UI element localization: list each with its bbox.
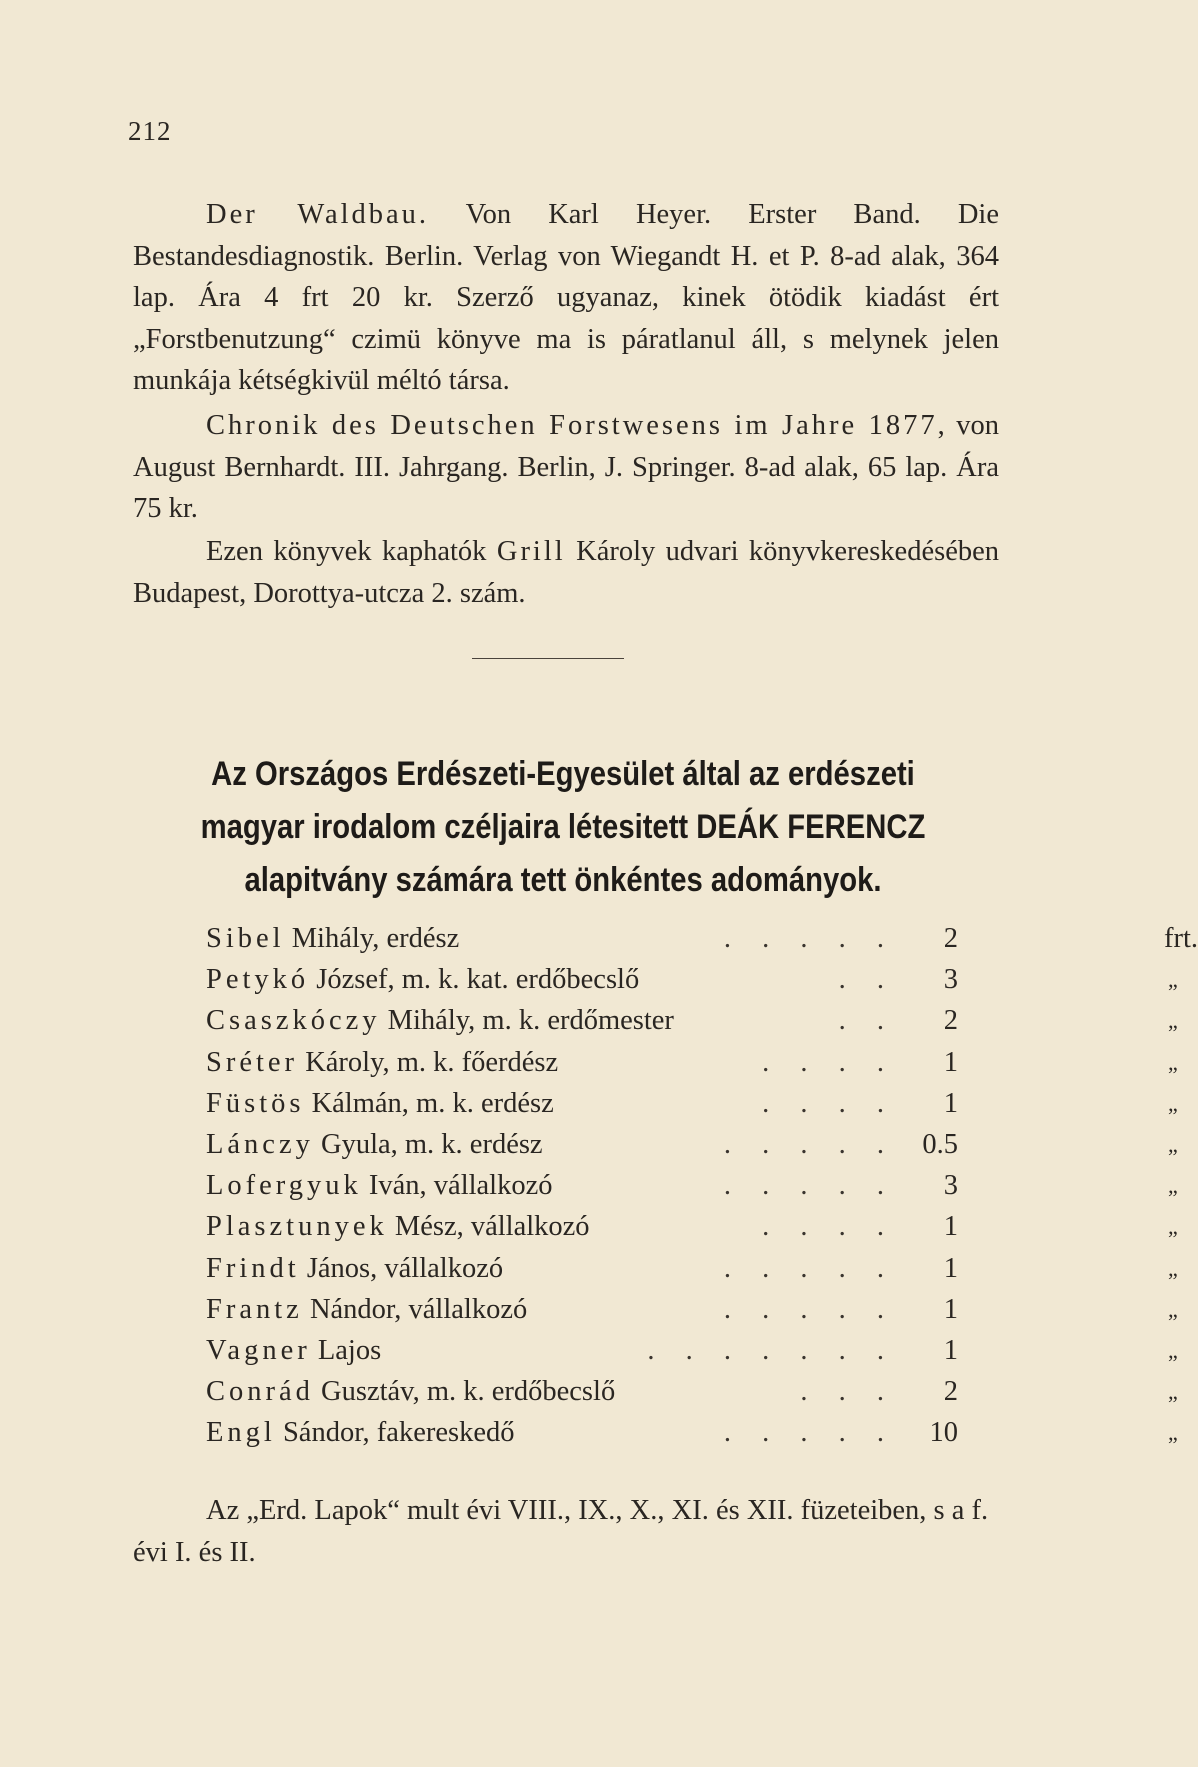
donation-row [206, 1371, 1178, 1412]
leader-dots: . . . [800, 1376, 896, 1408]
currency-unit: „ [1168, 967, 1178, 993]
leader-dots: . . . . . [723, 1417, 896, 1449]
review-paragraph-chronik [133, 405, 999, 530]
leader-dots: . . . . [762, 1211, 896, 1243]
donation-row [206, 1124, 1178, 1165]
donor-surname: Vagner [206, 1334, 311, 1366]
donor-name [206, 1289, 527, 1330]
book-title: Der Waldbau. [206, 199, 430, 230]
leader-dots: . . . . . [723, 1170, 896, 1202]
donation-row [206, 1083, 1178, 1124]
donor-details: József, m. k. kat. erdőbecslő [309, 964, 640, 996]
review-text: Von Karl Heyer. Erster Band. Die Bestandesdiagnostik. Berlin. Verlag von Wiegandt H. et P. 8-ad alak, 364 lap. Ára 4 frt 20 kr. Szerző ugyanaz, kinek ötödik kiadást ért „Forstbenutzung“ czimü könyve ma is páratlanul áll, s melynek jelen munkája kétségkivül méltó társa. [133, 199, 999, 396]
currency-unit: „ [1168, 1008, 1178, 1034]
donation-row [206, 918, 1198, 959]
donor-name [206, 1042, 558, 1083]
currency-unit: „ [1168, 1379, 1178, 1405]
currency-unit: „ [1168, 1337, 1178, 1363]
donations-heading [180, 748, 945, 907]
heading-line: magyar irodalom czéljaira létesitett DEÁK FERENCZ [200, 808, 926, 846]
book-title: Chronik des Deutschen Forstwesens im Jahre 1877, [206, 410, 948, 441]
donation-row [206, 1248, 1178, 1289]
availability-text: Ezen könyvek kaphatók [206, 536, 497, 567]
donor-name [206, 1330, 381, 1371]
donation-amount: 2 [943, 1376, 958, 1408]
bookseller-name: Grill [496, 536, 566, 567]
donation-amount: 1 [943, 1046, 958, 1078]
currency-unit: „ [1168, 1049, 1178, 1075]
donor-name [206, 1000, 674, 1041]
currency-unit: frt. [1164, 923, 1198, 954]
leader-dots: . . . . . [723, 1128, 896, 1160]
currency-unit: „ [1168, 1296, 1178, 1322]
donor-details: Lajos [310, 1334, 382, 1366]
donor-details: Gyula, m. k. erdész [313, 1128, 543, 1160]
donor-surname: Conrád [206, 1376, 314, 1408]
donor-name [206, 1124, 543, 1165]
currency-unit: „ [1168, 1214, 1178, 1240]
donation-row [206, 1206, 1178, 1247]
donor-name [206, 959, 639, 1000]
donor-details: Mész, vállalkozó [387, 1211, 590, 1243]
donation-amount: 10 [929, 1417, 958, 1449]
donation-amount: 1 [943, 1334, 958, 1366]
heading-line: alapitvány számára tett önkéntes adományok. [244, 861, 882, 899]
donor-surname: Petykó [206, 964, 310, 996]
donor-surname: Plasztunyek [206, 1211, 388, 1243]
donor-surname: Sibel [206, 923, 285, 954]
donor-surname: Frantz [206, 1293, 303, 1325]
leader-dots: . . . . . [723, 1252, 896, 1284]
donor-name [206, 1206, 590, 1247]
heading-line: Az Országos Erdészeti-Egyesület által az erdészeti [211, 755, 915, 793]
donor-details: Iván, vállalkozó [361, 1170, 553, 1202]
currency-unit: „ [1168, 1255, 1178, 1281]
donation-amount: 1 [943, 1252, 958, 1284]
donation-list [206, 918, 1198, 1453]
currency-unit: „ [1168, 1090, 1178, 1116]
donation-row [206, 1412, 1178, 1453]
donor-details: János, vállalkozó [299, 1252, 504, 1284]
donation-amount: 2 [943, 923, 958, 954]
donation-amount: 0.5 [922, 1128, 958, 1160]
donation-amount: 1 [943, 1211, 958, 1243]
availability-text: Károly udvari könyvkereskedésében Budapest, Dorottya-utcza 2. szám. [133, 536, 999, 609]
leader-dots: . . . . . [723, 923, 896, 954]
donation-row [206, 959, 1178, 1000]
donor-details: Gusztáv, m. k. erdőbecslő [313, 1376, 616, 1408]
leader-dots: . . . . [762, 1087, 896, 1119]
donation-amount: 1 [943, 1293, 958, 1325]
donor-name [206, 1248, 503, 1289]
donor-surname: Füstös [206, 1087, 305, 1119]
leader-dots: . . . . [762, 1046, 896, 1078]
page-number: 212 [128, 116, 172, 146]
donation-amount: 2 [943, 1005, 958, 1037]
currency-unit: „ [1168, 1131, 1178, 1157]
donor-surname: Lánczy [206, 1128, 314, 1160]
donation-amount: 3 [943, 964, 958, 996]
donation-amount: 1 [943, 1087, 958, 1119]
donation-row [206, 1000, 1178, 1041]
leader-dots: . . . . . . . [647, 1334, 896, 1366]
donation-row [206, 1289, 1178, 1330]
review-text: von August Bernhardt. III. Jahrgang. Berlin, J. Springer. 8-ad alak, 65 lap. Ára 75 kr. [133, 410, 999, 524]
leader-dots: . . [838, 1005, 896, 1037]
donor-surname: Lofergyuk [206, 1170, 362, 1202]
donor-surname: Csaszkóczy [206, 1005, 381, 1037]
donation-row [206, 1165, 1178, 1206]
donation-row [206, 1330, 1178, 1371]
donor-details: Nándor, vállalkozó [302, 1293, 528, 1325]
currency-unit: „ [1168, 1173, 1178, 1199]
donation-amount: 3 [943, 1170, 958, 1202]
section-divider [472, 658, 624, 659]
donor-name [206, 1412, 514, 1453]
donor-surname: Frindt [206, 1252, 300, 1284]
donor-surname: Sréter [206, 1046, 299, 1078]
donation-row [206, 1042, 1178, 1083]
donor-details: Károly, m. k. főerdész [298, 1046, 559, 1078]
availability-paragraph [133, 531, 999, 614]
footer-note: Az „Erd. Lapok“ mult évi VIII., IX., X., XI. és XII. füzeteiben, s a f. évi I. és II. [133, 1495, 989, 1568]
donor-name [206, 1083, 554, 1124]
donor-surname: Engl [206, 1417, 276, 1449]
leader-dots: . . . . . [723, 1293, 896, 1325]
donor-name [206, 1165, 553, 1206]
donor-details: Mihály, erdész [284, 923, 460, 954]
donor-details: Kálmán, m. k. erdész [304, 1087, 554, 1119]
donor-name [206, 918, 459, 959]
currency-unit: „ [1168, 1420, 1178, 1446]
donor-details: Mihály, m. k. erdőmester [380, 1005, 674, 1037]
leader-dots: . . [838, 964, 896, 996]
donor-name [206, 1371, 615, 1412]
review-paragraph-waldbau [133, 194, 999, 402]
donor-details: Sándor, fakereskedő [275, 1417, 515, 1449]
